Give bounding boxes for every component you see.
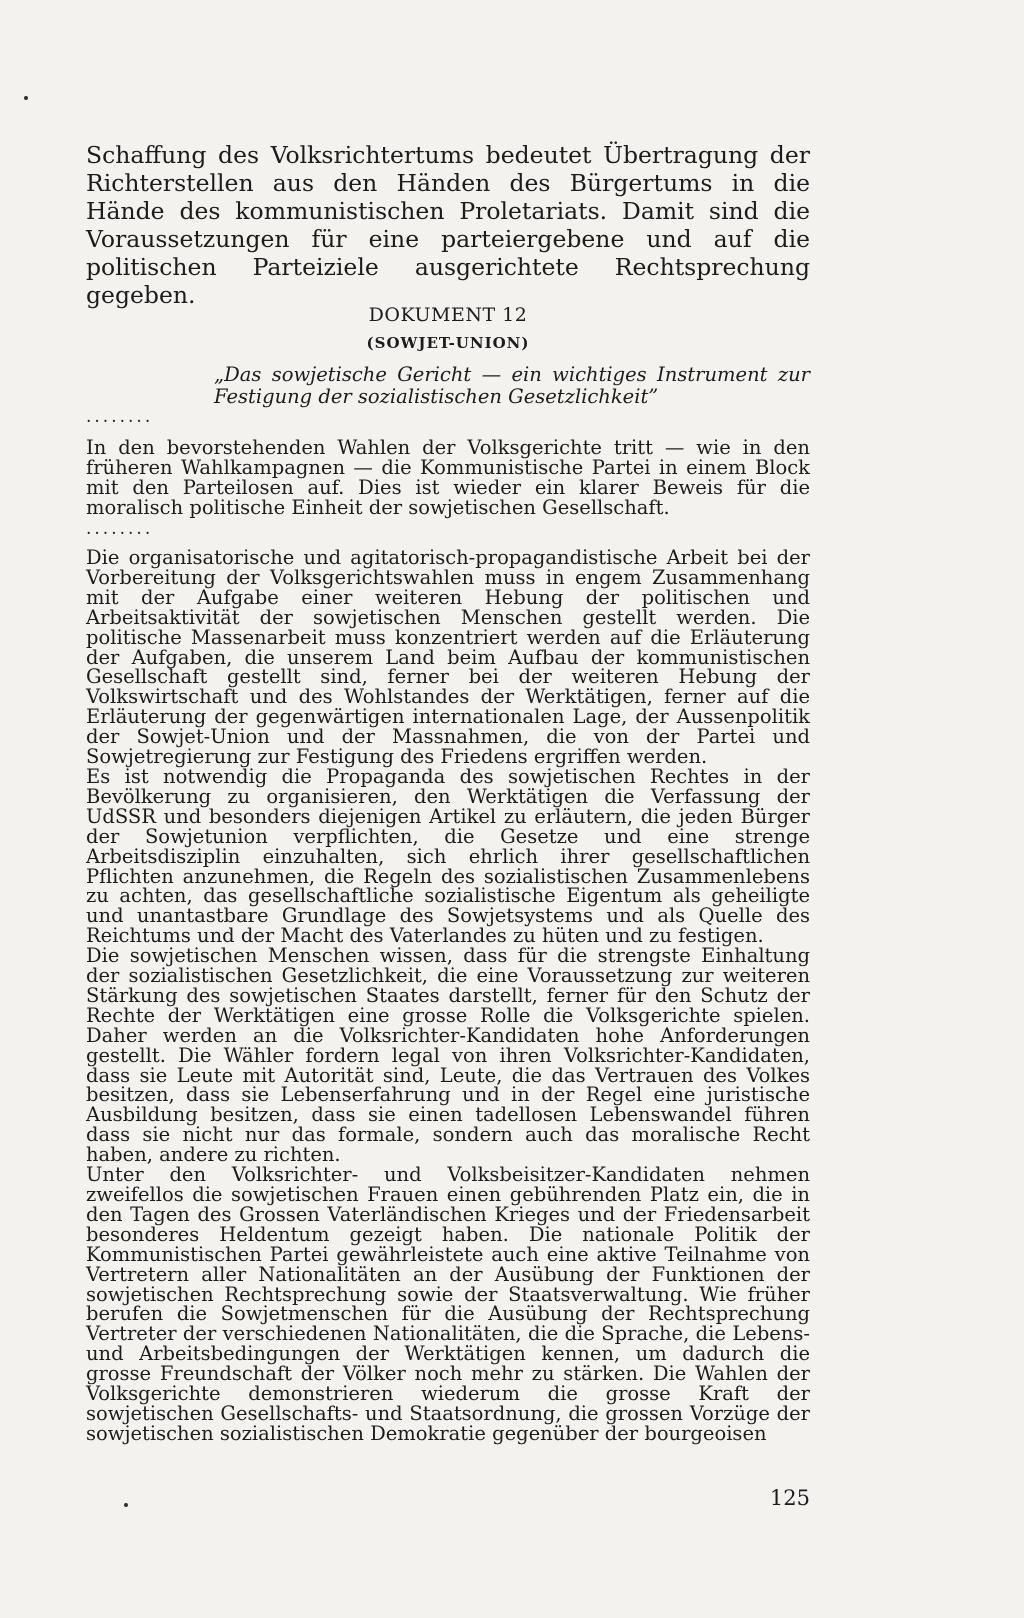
paragraph-4: Die sowjetischen Menschen wissen, dass für die strengste Einhaltung der sozialistischen Gesetzlichkeit, die eine Voraussetzung zur weiteren Stärkung des sowjetischen Staates darstellt, ferner für den Schutz der Rechte der Werktätigen eine grosse Rolle die Volksgerichte spielen. Daher werden an die Volksrichter-Kandidaten hohe Anforderungen gestellt. Die Wähler fordern legal von ihren Volksrichter-Kandidaten, dass sie Leute mit Autorität sind, Leute, die das Vertrauen des Volkes besitzen, dass sie Lebenserfahrung und in der Regel eine juristische Ausbildung besitzen, dass sie einen tadellosen Lebenswandel führen dass sie nicht nur das formale, sondern auch das moralische Recht haben, andere zu richten. <box>86 944 810 1167</box>
scan-speck <box>24 96 28 100</box>
paragraph-2: Die organisatorische und agitatorisch-propagandistische Arbeit bei der Vorbereitung der Volksgerichtswahlen muss in engem Zusammenhang mit der Aufgabe einer weiteren Hebung der politischen und Arbeitsaktivität der sowjetischen Menschen gestellt werden. Die politische Massenarbeit muss konzentriert werden auf die Erläuterung der Aufgaben, die unserem Land beim Aufbau der kommunistischen Gesellschaft gestellt sind, ferner bei der weiteren Hebung der Volkswirtschaft und des Wohlstandes der Werktätigen, ferner auf die Erläuterung der gegenwärtigen internationalen Lage, der Aussenpolitik der Sowjet-Union und der Massnahmen, die von der Partei und Sowjetregierung zur Festigung des Friedens ergriffen werden. <box>86 546 810 769</box>
body-text <box>86 548 810 1444</box>
scan-speck <box>124 1503 128 1507</box>
document-quote: „Das sowjetische Gericht — ein wichtiges Instrument zur Festigung der sozialistischen Gesetzlichkeit” <box>214 363 810 408</box>
paragraph-1: In den bevorstehenden Wahlen der Volksgerichte tritt — wie in den früheren Wahlkampagnen — die Kommunistische Partei in einem Block mit den Parteilosen auf. Dies ist wieder ein klarer Beweis für die moralisch politische Einheit der sowjetischen Gesellschaft. <box>86 436 810 519</box>
paragraph-3: Es ist notwendig die Propaganda des sowjetischen Rechtes in der Bevölkerung zu organisieren, den Werktätigen die Verfassung der UdSSR und besonders diejenigen Artikel zu erläutern, die jeden Bürger der Sowjetunion verpflichten, die Gesetze und eine strenge Arbeitsdisziplin einzuhalten, sich ehrlich ihrer gesellschaftlichen Pflichten anzunehmen, die Regeln des sozialistischen Zusammenlebens zu achten, das gesellschaftliche sozialistische Eigentum als geheiligte und unantastbare Grundlage des Sowjetsystems und als Quelle des Reichtums und der Macht des Vaterlandes zu hüten und zu festigen. <box>86 764 810 948</box>
document-title: DOKUMENT 12 <box>368 304 528 326</box>
omission-marker: ........ <box>86 407 154 427</box>
page-number: 125 <box>769 1486 810 1510</box>
intro-paragraph: Schaffung des Volksrichtertums bedeutet Übertragung der Richterstellen aus den Händen des Bürgertums in die Hände des kommunistischen Proletariats. Damit sind die Voraussetzungen für eine parteiergebene und auf die politischen Parteiziele ausgerichtete Rechtsprechung gegeben. <box>86 141 810 309</box>
paragraph-5: Unter den Volksrichter- und Volksbeisitzer-Kandidaten nehmen zweifellos die sowjetischen Frauen einen gebührenden Platz ein, die in den Tagen des Grossen Vaterländischen Krieges und der Friedensarbeit besonderes Heldentum gezeigt haben. Die nationale Politik der Kommunistischen Partei gewährleistete auch eine aktive Teilnahme von Vertretern aller Nationalitäten an der Ausübung der Funktionen der sowjetischen Rechtsprechung sowie der Staatsverwaltung. Wie früher berufen die Sowjetmenschen für die Ausübung der Rechtsprechung Vertreter der verschiedenen Nationalitäten, die die Sprache, die Lebens- und Arbeitsbedingungen der Werktätigen kennen, um dadurch die grosse Freundschaft der Völker noch mehr zu stärken. Die Wahlen der Volksgerichte demonstrieren wiederum die grosse Kraft der sowjetischen Gesellschafts- und Staatsordnung, die grossen Vorzüge der sowjetischen sozialistischen Demokratie gegenüber der bourgeoisen <box>86 1163 810 1445</box>
omission-marker: ........ <box>86 519 154 539</box>
document-subtitle: (SOWJET-UNION) <box>366 334 530 352</box>
